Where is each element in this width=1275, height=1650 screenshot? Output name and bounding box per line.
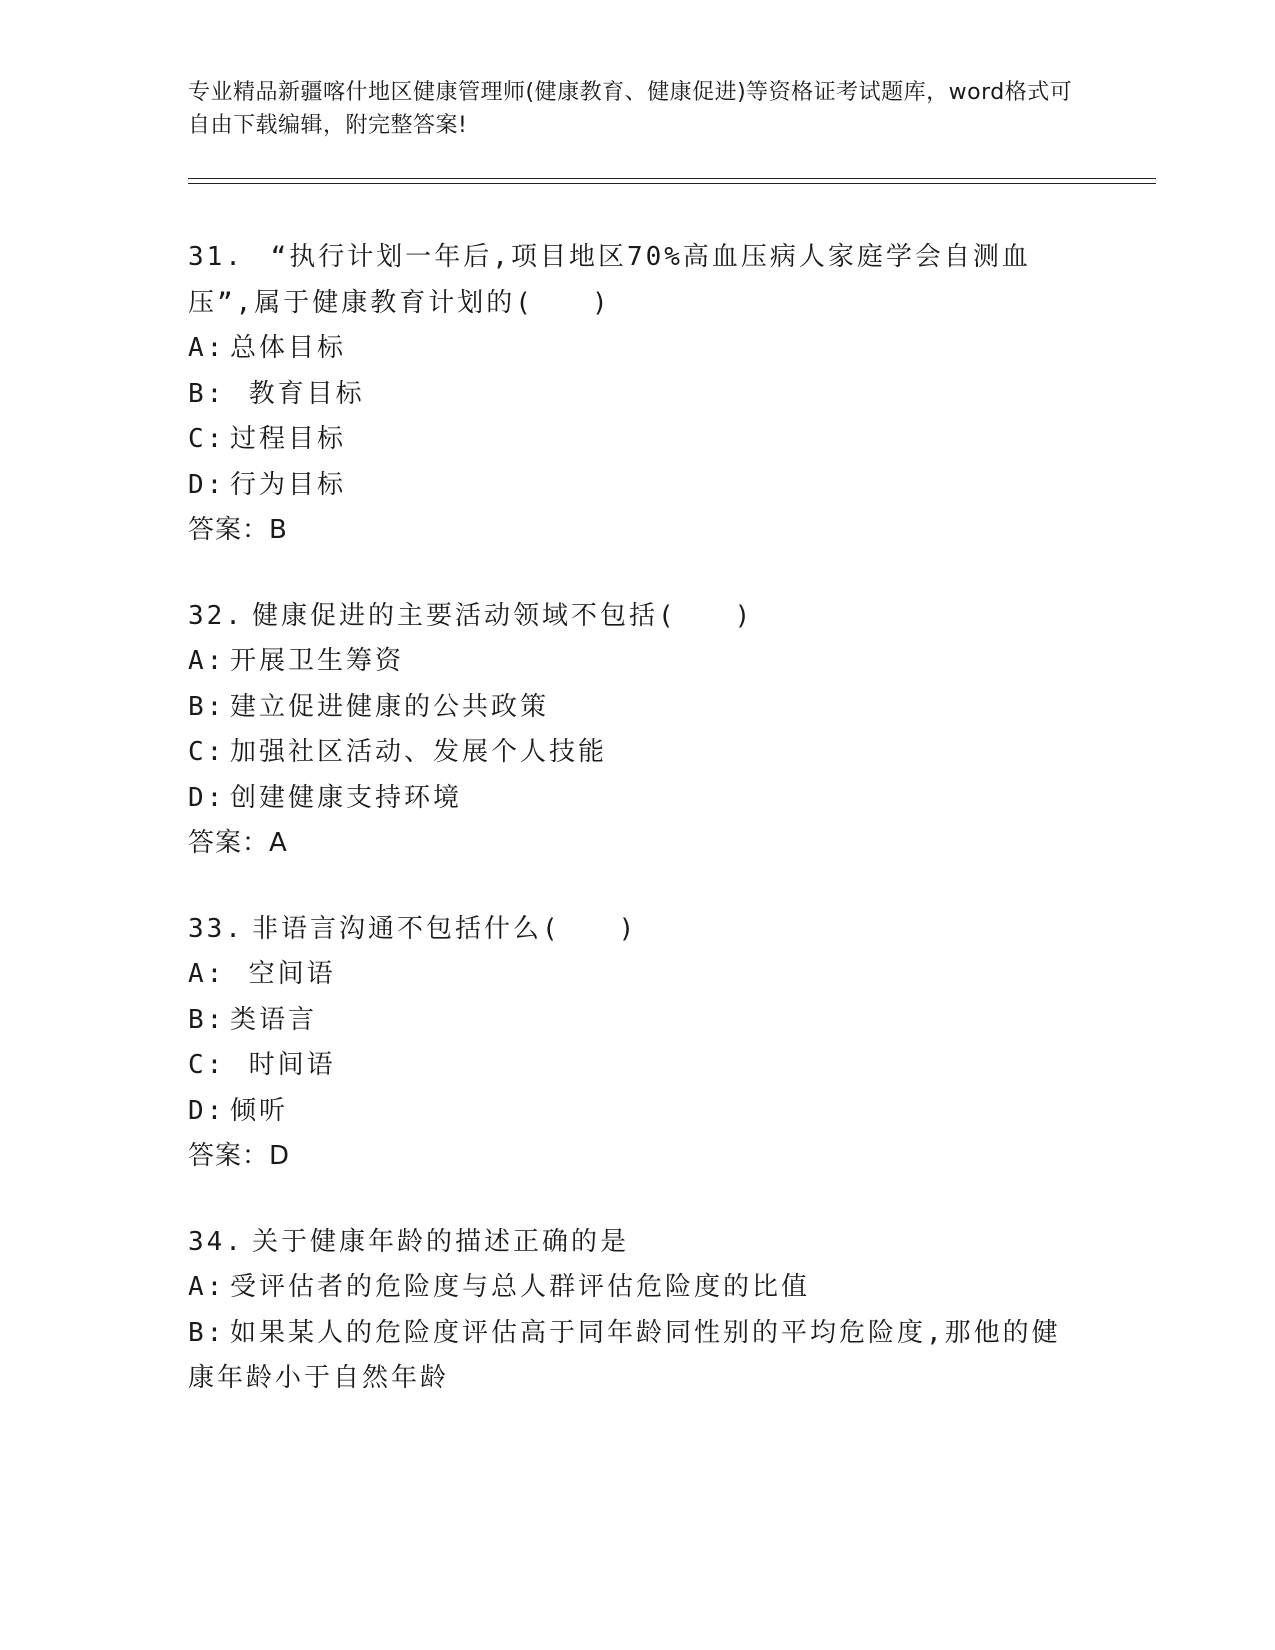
option-key: A: bbox=[188, 333, 226, 363]
option-key: D: bbox=[188, 782, 226, 813]
option-text: 空间语 bbox=[230, 959, 336, 989]
option-key: A: bbox=[188, 959, 226, 989]
question-33 bbox=[188, 907, 1088, 1180]
answer-label: 答案：B bbox=[188, 515, 288, 545]
option-c bbox=[188, 730, 1088, 776]
question-text: “执行计划一年后,项目地区70%高血压病人家庭学会自测血压”,属于健康教育计划的( ) bbox=[188, 242, 1031, 318]
question-number: 31. bbox=[188, 242, 244, 272]
option-text: 受评估者的危险度与总人群评估危险度的比值 bbox=[230, 1272, 811, 1302]
question-stem bbox=[188, 907, 1088, 953]
option-text: 创建健康支持环境 bbox=[230, 782, 463, 813]
option-text: 倾听 bbox=[230, 1095, 289, 1126]
question-number: 34. bbox=[188, 1226, 244, 1257]
question-text: 关于健康年龄的描述正确的是 bbox=[252, 1226, 630, 1257]
answer-label: 答案：D bbox=[188, 1141, 291, 1171]
question-number: 33. bbox=[188, 913, 244, 944]
question-number: 32. bbox=[188, 600, 244, 631]
option-key: D: bbox=[188, 1095, 226, 1126]
question-stem bbox=[188, 1220, 1088, 1266]
option-b bbox=[188, 998, 1088, 1044]
option-text: 建立促进健康的公共政策 bbox=[230, 691, 550, 722]
option-key: D: bbox=[188, 469, 226, 500]
option-key: C: bbox=[188, 424, 226, 454]
option-key: A: bbox=[188, 1272, 226, 1302]
option-text: 行为目标 bbox=[230, 469, 347, 500]
option-a bbox=[188, 639, 1088, 685]
option-text: 过程目标 bbox=[230, 424, 347, 454]
option-text: 总体目标 bbox=[230, 333, 347, 363]
option-c bbox=[188, 417, 1088, 463]
header-divider-top bbox=[188, 178, 1156, 179]
option-d bbox=[188, 1089, 1088, 1135]
question-34 bbox=[188, 1220, 1088, 1402]
option-text: 时间语 bbox=[230, 1050, 336, 1080]
option-d bbox=[188, 463, 1088, 509]
header-divider-bottom bbox=[188, 183, 1156, 184]
option-c bbox=[188, 1043, 1088, 1089]
question-text: 非语言沟通不包括什么( ) bbox=[252, 913, 638, 944]
option-text: 教育目标 bbox=[230, 378, 365, 409]
option-a bbox=[188, 1265, 1088, 1311]
option-a bbox=[188, 326, 1088, 372]
option-text: 开展卫生筹资 bbox=[230, 646, 405, 676]
option-text: 类语言 bbox=[230, 1004, 318, 1035]
option-key: B: bbox=[188, 1004, 226, 1035]
option-key: A: bbox=[188, 646, 226, 676]
question-32 bbox=[188, 594, 1088, 867]
option-key: C: bbox=[188, 1050, 226, 1080]
question-31 bbox=[188, 235, 1088, 554]
option-b bbox=[188, 1311, 1088, 1402]
question-stem bbox=[188, 594, 1088, 640]
option-key: B: bbox=[188, 691, 226, 722]
option-a bbox=[188, 952, 1088, 998]
question-text: 健康促进的主要活动领域不包括( ) bbox=[252, 600, 754, 631]
option-key: B: bbox=[188, 378, 226, 409]
question-list bbox=[188, 235, 1088, 1442]
option-key: B: bbox=[188, 1317, 226, 1348]
answer-label: 答案：A bbox=[188, 828, 288, 858]
option-text: 如果某人的危险度评估高于同年龄同性别的平均危险度,那他的健康年龄小于自然年龄 bbox=[188, 1317, 1061, 1393]
question-stem bbox=[188, 235, 1088, 326]
option-b bbox=[188, 372, 1088, 418]
option-b bbox=[188, 685, 1088, 731]
option-d bbox=[188, 776, 1088, 822]
document-header: 专业精品新疆喀什地区健康管理师(健康教育、健康促进)等资格证考试题库，word格式可自由下载编辑，附完整答案! bbox=[188, 80, 1073, 138]
option-text: 加强社区活动、发展个人技能 bbox=[230, 737, 608, 767]
option-key: C: bbox=[188, 737, 226, 767]
